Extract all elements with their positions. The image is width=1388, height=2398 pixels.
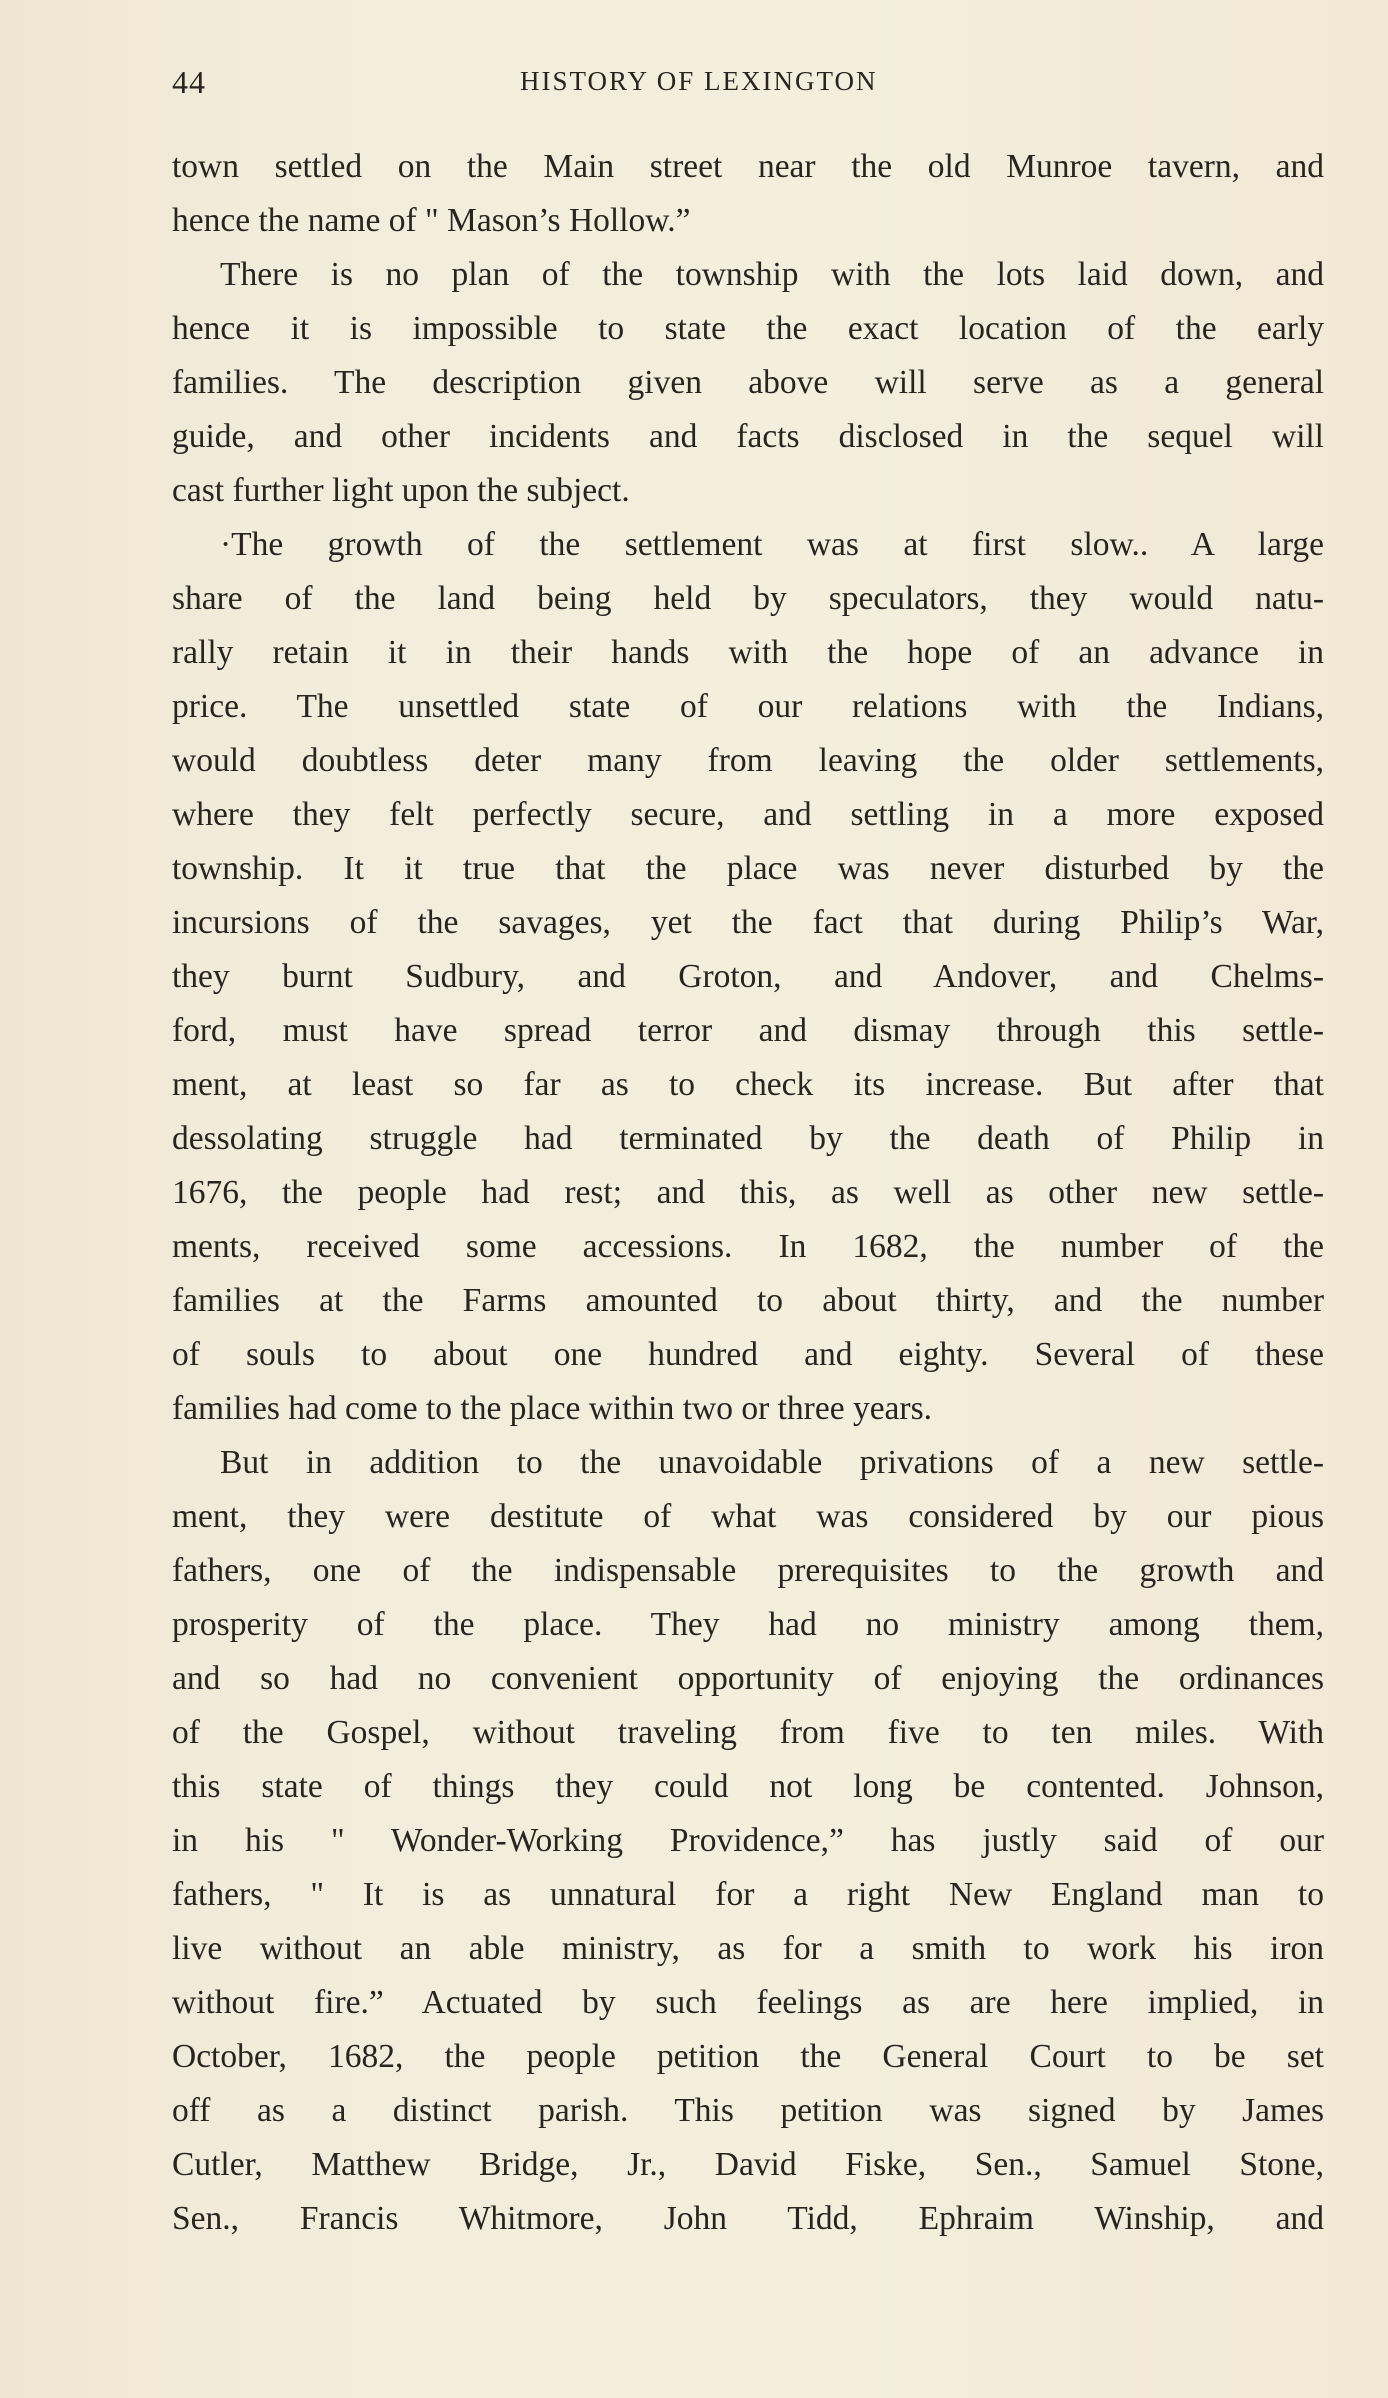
text-line: and so had no convenient opportunity of enjoying the ordinances: [172, 1660, 1324, 1697]
text-line: fathers, " It is as unnatural for a right New England man to: [172, 1876, 1324, 1913]
text-line: township. It it true that the place was never disturbed by the: [172, 850, 1324, 887]
text-line: in his " Wonder-Working Providence,” has justly said of our: [172, 1822, 1324, 1859]
text-line: this state of things they could not long be contented. Johnson,: [172, 1768, 1324, 1805]
text-line: of the Gospel, without traveling from five to ten miles. With: [172, 1714, 1324, 1751]
text-line: ·The growth of the settlement was at first slow.. A large: [220, 526, 1324, 563]
text-line: Sen., Francis Whitmore, John Tidd, Ephraim Winship, and: [172, 2200, 1324, 2237]
text-line: price. The unsettled state of our relations with the Indians,: [172, 688, 1324, 725]
text-line: families. The description given above will serve as a general: [172, 364, 1324, 401]
body-text: [172, 140, 1324, 2246]
text-line: Cutler, Matthew Bridge, Jr., David Fiske, Sen., Samuel Stone,: [172, 2146, 1324, 2183]
text-line: without fire.” Actuated by such feelings as are here implied, in: [172, 1984, 1324, 2021]
text-line: ment, at least so far as to check its increase. But after that: [172, 1066, 1324, 1103]
text-line: hence the name of " Mason’s Hollow.”: [172, 202, 691, 239]
text-line: town settled on the Main street near the old Munroe tavern, and: [172, 148, 1324, 185]
text-line: cast further light upon the subject.: [172, 472, 630, 509]
text-line: dessolating struggle had terminated by the death of Philip in: [172, 1120, 1324, 1157]
running-head: [172, 64, 1324, 112]
text-line: share of the land being held by speculators, they would natu-: [172, 580, 1324, 617]
text-line: would doubtless deter many from leaving the older settlements,: [172, 742, 1324, 779]
text-line: off as a distinct parish. This petition was signed by James: [172, 2092, 1324, 2129]
text-line: families at the Farms amounted to about thirty, and the number: [172, 1282, 1324, 1319]
text-line: hence it is impossible to state the exact location of the early: [172, 310, 1324, 347]
text-line: But in addition to the unavoidable privations of a new settle-: [220, 1444, 1324, 1481]
text-line: rally retain it in their hands with the hope of an advance in: [172, 634, 1324, 671]
text-line: There is no plan of the township with the lots laid down, and: [220, 256, 1324, 293]
text-line: incursions of the savages, yet the fact that during Philip’s War,: [172, 904, 1324, 941]
text-line: guide, and other incidents and facts disclosed in the sequel will: [172, 418, 1324, 455]
text-line: 1676, the people had rest; and this, as well as other new settle-: [172, 1174, 1324, 1211]
text-line: ments, received some accessions. In 1682, the number of the: [172, 1228, 1324, 1265]
text-line: fathers, one of the indispensable prerequisites to the growth and: [172, 1552, 1324, 1589]
text-line: families had come to the place within two or three years.: [172, 1390, 932, 1427]
text-line: where they felt perfectly secure, and settling in a more exposed: [172, 796, 1324, 833]
text-line: live without an able ministry, as for a smith to work his iron: [172, 1930, 1324, 1967]
text-line: they burnt Sudbury, and Groton, and Andover, and Chelms-: [172, 958, 1324, 995]
text-line: October, 1682, the people petition the General Court to be set: [172, 2038, 1324, 2075]
page-number: 44: [172, 64, 206, 100]
text-line: ment, they were destitute of what was considered by our pious: [172, 1498, 1324, 1535]
running-title: HISTORY OF LEXINGTON: [520, 66, 878, 96]
text-line: prosperity of the place. They had no ministry among them,: [172, 1606, 1324, 1643]
text-line: of souls to about one hundred and eighty. Several of these: [172, 1336, 1324, 1373]
text-line: ford, must have spread terror and dismay through this settle-: [172, 1012, 1324, 1049]
